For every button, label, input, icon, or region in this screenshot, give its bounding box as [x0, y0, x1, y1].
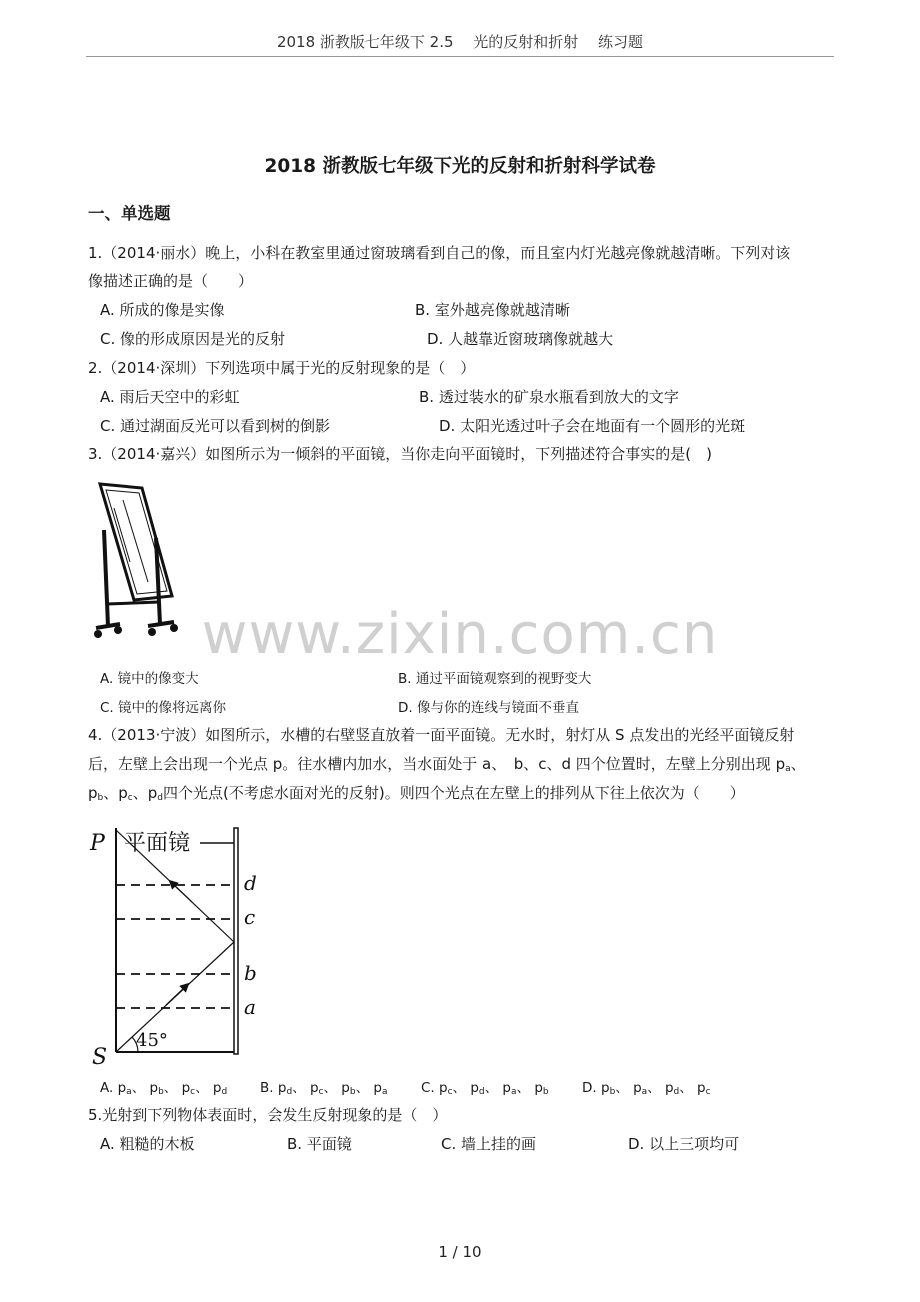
question-4-option-b: B. $p_d$、 $p_c$、 $p_b$、 $p_a$ — [260, 1080, 388, 1097]
question-2-option-a: A. 雨后天空中的彩虹 — [100, 388, 240, 406]
question-1-line-2: 像描述正确的是（ ） — [88, 272, 254, 290]
question-4-line-3: $p_b$、$p_c$、$p_d$四个光点(不考虑水面对光的反射)。则四个光点在左壁上的排列从下往上依次为（ ） — [88, 784, 745, 803]
water-tank-mirror-figure — [88, 822, 274, 1068]
question-2-option-d: D. 太阳光透过叶子会在地面有一个圆形的光斑 — [439, 417, 746, 435]
question-3-option-c: C. 镜中的像将远离你 — [100, 700, 227, 716]
question-1-line-1: 1.（2014·丽水）晚上，小科在教室里通过窗玻璃看到自己的像，而且室内灯光越亮像就越清晰。下列对该 — [88, 244, 791, 262]
question-4-option-c: C. $p_c$、 $p_d$、 $p_a$、 $p_b$ — [421, 1080, 549, 1097]
question-2-line-1: 2.（2014·深圳）下列选项中属于光的反射现象的是（ ） — [88, 359, 476, 377]
question-5-option-b: B. 平面镜 — [287, 1135, 352, 1153]
label-level-c: c — [244, 905, 256, 929]
question-2-option-c: C. 通过湖面反光可以看到树的倒影 — [100, 417, 331, 435]
label-angle: 45° — [136, 1030, 168, 1051]
label-level-a: a — [244, 995, 256, 1019]
question-4-option-d: D. $p_b$、 $p_a$、 $p_d$、 $p_c$ — [582, 1080, 711, 1097]
label-p: P — [90, 831, 105, 856]
watermark: www.zixin.com.cn — [201, 602, 719, 667]
question-1-option-c: C. 像的形成原因是光的反射 — [100, 330, 286, 348]
question-2-option-b: B. 透过装水的矿泉水瓶看到放大的文字 — [419, 388, 679, 406]
question-1-option-d: D. 人越靠近窗玻璃像就越大 — [427, 330, 614, 348]
question-4-line-1: 4.（2013·宁波）如图所示，水槽的右壁竖直放着一面平面镜。无水时，射灯从 S 点发出的光经平面镜反射 — [88, 726, 795, 744]
question-5-option-c: C. 墙上挂的画 — [441, 1135, 537, 1153]
question-3-option-b: B. 通过平面镜观察到的视野变大 — [398, 671, 592, 687]
page-header: 2018 浙教版七年级下 2.5 光的反射和折射 练习题 — [276, 33, 644, 51]
question-4-option-a: A. $p_a$、 $p_b$、 $p_c$、 $p_d$ — [100, 1080, 228, 1097]
question-3-option-a: A. 镜中的像变大 — [100, 671, 199, 687]
plane-mirror — [234, 828, 238, 1054]
question-1-option-a: A. 所成的像是实像 — [100, 301, 225, 319]
document-title: 2018 浙教版七年级下光的反射和折射科学试卷 — [264, 156, 656, 177]
question-1-option-b: B. 室外越亮像就越清晰 — [415, 301, 570, 319]
question-5-option-a: A. 粗糙的木板 — [100, 1135, 195, 1153]
label-level-d: d — [244, 871, 257, 895]
header-divider — [86, 56, 834, 57]
question-3-line-1: 3.（2014·嘉兴）如图所示为一倾斜的平面镜，当你走向平面镜时，下列描述符合事实的是( ) — [88, 445, 712, 463]
label-plane-mirror: 平面镜 — [124, 831, 191, 856]
question-5-option-d: D. 以上三项均可 — [628, 1135, 740, 1153]
section-heading: 一、单选题 — [88, 204, 171, 223]
label-level-b: b — [244, 961, 257, 985]
label-s: S — [92, 1045, 108, 1068]
question-3-option-d: D. 像与你的连线与镜面不垂直 — [398, 700, 579, 716]
page-number: 1 / 10 — [438, 1243, 482, 1261]
incident-arrow-icon — [166, 986, 186, 1005]
question-5-line-1: 5.光射到下列物体表面时，会发生反射现象的是（ ） — [88, 1106, 448, 1124]
question-4-line-2: 后，左壁上会出现一个光点 p。往水槽内加水，当水面处于 a、 b、c、d 四个位置时，左壁上分别出现 $p_a$、 — [88, 755, 806, 774]
